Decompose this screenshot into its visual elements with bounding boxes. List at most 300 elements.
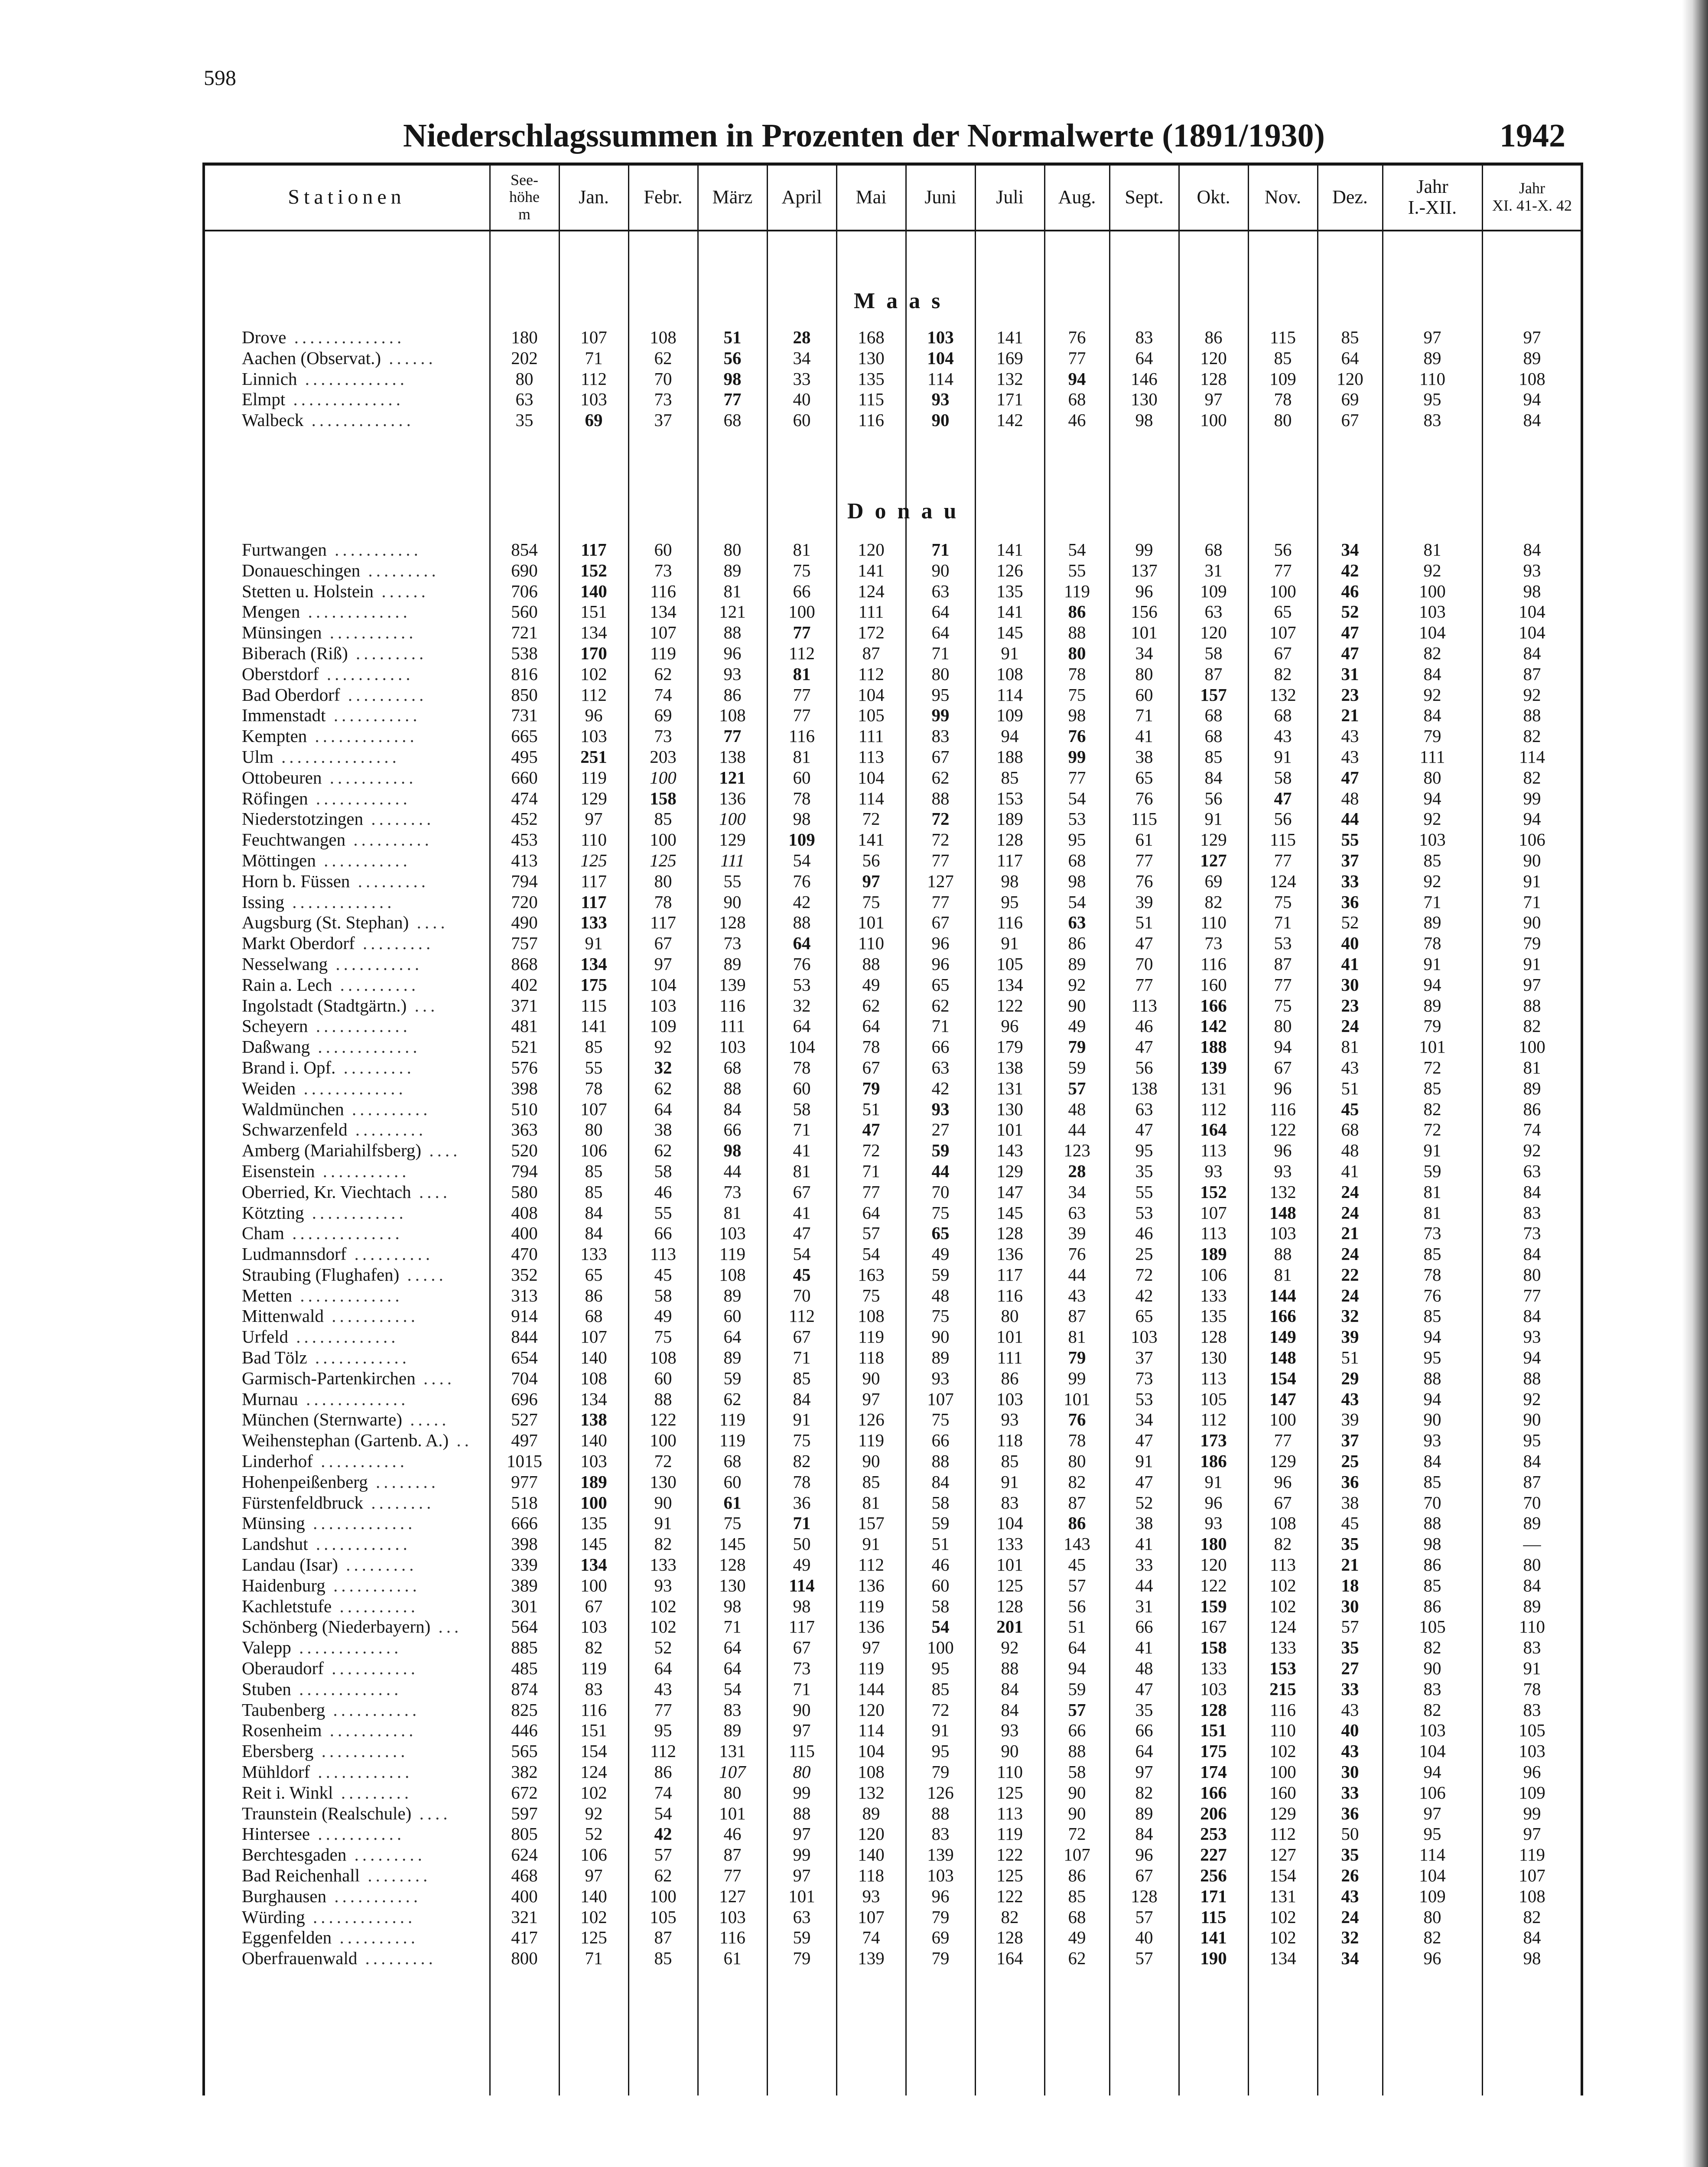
percent-value: 63 xyxy=(1068,912,1086,933)
percent-value: 89 xyxy=(1423,348,1441,368)
percent-value: 46 xyxy=(723,1824,742,1844)
station-name xyxy=(204,996,490,1016)
percent-value: 75 xyxy=(931,1202,950,1223)
percent-value: 90 xyxy=(931,410,950,430)
percent-value: 132 xyxy=(996,368,1023,389)
percent-value: 125 xyxy=(996,1865,1023,1885)
leader-dots: ............ xyxy=(310,1762,413,1782)
percent-value: 112 xyxy=(650,1741,676,1761)
percent-value: 129 xyxy=(1269,1803,1296,1823)
percent-value: 79 xyxy=(862,1078,880,1098)
station-name xyxy=(204,1099,490,1120)
percent-value: — xyxy=(1523,1534,1541,1554)
percent-value: 77 xyxy=(862,1181,880,1202)
percent-value: 134 xyxy=(580,1555,607,1575)
percent-value: 88 xyxy=(654,1389,672,1409)
percent-value: 122 xyxy=(996,1886,1023,1906)
percent-value: 107 xyxy=(1200,1202,1227,1223)
percent-value: 104 xyxy=(1419,622,1446,643)
station-name-text: Ottobeuren xyxy=(242,767,322,787)
percent-value: 63 xyxy=(931,581,950,601)
percent-value: 86 xyxy=(1068,933,1086,953)
table-row xyxy=(204,1762,1582,1783)
percent-value: 133 xyxy=(1200,1285,1227,1305)
percent-value: 82 xyxy=(1423,643,1441,663)
percent-value: 53 xyxy=(1135,1202,1153,1223)
percent-value: 59 xyxy=(1423,1161,1441,1181)
station-name xyxy=(204,933,490,954)
percent-value: 80 xyxy=(723,540,742,560)
percent-value: 154 xyxy=(1269,1368,1296,1388)
percent-value: 32 xyxy=(793,995,811,1015)
percent-value: 123 xyxy=(1064,1140,1090,1161)
percent-value: 172 xyxy=(858,622,885,643)
percent-value: 171 xyxy=(996,389,1023,410)
percent-value: 113 xyxy=(858,746,884,767)
percent-value: 129 xyxy=(719,830,746,850)
percent-value: 66 xyxy=(793,581,811,601)
percent-value: 76 xyxy=(1135,788,1153,808)
percent-value: 55 xyxy=(654,1202,672,1223)
percent-value: 119 xyxy=(858,1327,884,1347)
percent-value: 96 xyxy=(1274,1471,1292,1492)
percent-value: 114 xyxy=(858,1720,884,1741)
percent-value: 72 xyxy=(1423,1119,1441,1140)
station-name xyxy=(204,975,490,996)
percent-value: 90 xyxy=(1423,1409,1441,1430)
percent-value: 76 xyxy=(1068,1244,1086,1264)
percent-value: 106 xyxy=(1419,1782,1446,1803)
percent-value: 52 xyxy=(1341,912,1359,933)
percent-value: 84 xyxy=(1523,540,1541,560)
leader-dots: ........... xyxy=(325,705,421,726)
leader-dots: ........ xyxy=(363,809,435,829)
percent-value: 43 xyxy=(1341,1886,1359,1906)
percent-value: 106 xyxy=(580,1140,607,1161)
percent-value: 72 xyxy=(654,1451,672,1471)
percent-value: 88 xyxy=(931,1451,950,1471)
percent-value: 80 xyxy=(1423,1907,1441,1927)
leader-dots: .......... xyxy=(345,830,433,850)
station-name-text: Daßwang xyxy=(242,1037,310,1057)
station-height: 696 xyxy=(511,1389,538,1409)
percent-value: 90 xyxy=(1423,1658,1441,1679)
percent-value: 114 xyxy=(789,1575,815,1595)
percent-value: 88 xyxy=(1523,705,1541,726)
percent-value: 78 xyxy=(1274,389,1292,410)
percent-value: 75 xyxy=(931,1306,950,1326)
leader-dots: ......... xyxy=(338,1555,417,1575)
percent-value: 78 xyxy=(793,1057,811,1077)
table-row xyxy=(204,1741,1582,1762)
percent-value: 103 xyxy=(580,726,607,746)
table-row xyxy=(204,1203,1582,1223)
percent-value: 77 xyxy=(1068,348,1086,368)
station-name-text: Immenstadt xyxy=(242,705,326,726)
percent-value: 89 xyxy=(723,953,742,974)
table-row xyxy=(204,1865,1582,1886)
leader-dots: ............. xyxy=(300,602,411,622)
percent-value: 128 xyxy=(996,1596,1023,1616)
percent-value: 85 xyxy=(1204,746,1223,767)
percent-value: 96 xyxy=(1274,1140,1292,1161)
table-row xyxy=(204,1244,1582,1265)
percent-value: 68 xyxy=(1204,726,1223,746)
percent-value: 97 xyxy=(1523,974,1541,995)
percent-value: 93 xyxy=(1274,1161,1292,1181)
station-height: 660 xyxy=(511,767,538,787)
percent-value: 102 xyxy=(580,1782,607,1803)
percent-value: 91 xyxy=(1001,643,1019,663)
station-name-text: Oberaudorf xyxy=(242,1658,324,1679)
percent-value: 64 xyxy=(1135,1741,1153,1761)
percent-value: 164 xyxy=(996,1948,1023,1969)
leader-dots: ............. xyxy=(305,1513,416,1533)
percent-value: 41 xyxy=(1341,953,1359,974)
station-name-text: Kötzting xyxy=(242,1202,304,1223)
percent-value: 93 xyxy=(1001,1720,1019,1741)
percent-value: 86 xyxy=(1068,1865,1086,1885)
percent-value: 89 xyxy=(1068,953,1086,974)
percent-value: 51 xyxy=(723,327,742,347)
station-name xyxy=(204,1617,490,1637)
percent-value: 76 xyxy=(1423,1285,1441,1305)
percent-value: 98 xyxy=(1135,410,1153,430)
percent-value: 60 xyxy=(654,540,672,560)
percent-value: 91 xyxy=(585,933,603,953)
table-row xyxy=(204,1037,1582,1057)
percent-value: 149 xyxy=(1269,1327,1296,1347)
station-name-text: Murnau xyxy=(242,1389,298,1409)
leader-dots: .... xyxy=(411,1181,451,1202)
percent-value: 113 xyxy=(1200,1223,1227,1243)
percent-value: 51 xyxy=(931,1534,950,1554)
percent-value: 79 xyxy=(793,1948,811,1969)
percent-value: 87 xyxy=(862,643,880,663)
percent-value: 108 xyxy=(858,1762,885,1782)
station-name-text: Elmpt xyxy=(242,389,286,410)
percent-value: 82 xyxy=(1001,1907,1019,1927)
table-row xyxy=(204,1720,1582,1741)
station-height: 497 xyxy=(511,1430,538,1451)
percent-value: 125 xyxy=(580,1927,607,1948)
percent-value: 109 xyxy=(1200,581,1227,601)
percent-value: 105 xyxy=(858,705,885,726)
percent-value: 94 xyxy=(1068,368,1086,389)
station-name-text: Markt Oberdorf xyxy=(242,933,355,953)
percent-value: 113 xyxy=(1200,1140,1227,1161)
percent-value: 106 xyxy=(1200,1264,1227,1285)
percent-value: 62 xyxy=(931,767,950,787)
percent-value: 113 xyxy=(997,1803,1023,1823)
percent-value: 79 xyxy=(1068,1037,1086,1057)
station-height: 485 xyxy=(511,1658,538,1679)
table-row xyxy=(204,1513,1582,1534)
percent-value: 62 xyxy=(654,1140,672,1161)
percent-value: 56 xyxy=(862,850,880,870)
percent-value: 73 xyxy=(654,726,672,746)
percent-value: 97 xyxy=(585,1865,603,1885)
percent-value: 48 xyxy=(1341,1140,1359,1161)
percent-value: 76 xyxy=(1068,1409,1086,1430)
percent-value: 107 xyxy=(1064,1845,1090,1865)
table-row xyxy=(204,850,1582,871)
percent-value: 39 xyxy=(1135,892,1153,912)
station-name-text: Oberfrauenwald xyxy=(242,1948,358,1969)
percent-value: 71 xyxy=(1274,912,1292,933)
percent-value: 93 xyxy=(1204,1513,1223,1533)
percent-value: 89 xyxy=(1423,995,1441,1015)
percent-value: 103 xyxy=(1200,1679,1227,1699)
table-row xyxy=(204,1182,1582,1203)
table-row xyxy=(204,1430,1582,1451)
percent-value: 38 xyxy=(1341,1492,1359,1513)
percent-value: 44 xyxy=(1068,1119,1086,1140)
station-height: 672 xyxy=(511,1782,538,1803)
percent-value: 145 xyxy=(580,1534,607,1554)
percent-value: 91 xyxy=(793,1409,811,1430)
percent-value: 85 xyxy=(585,1161,603,1181)
percent-value: 63 xyxy=(1523,1161,1541,1181)
percent-value: 102 xyxy=(1269,1741,1296,1761)
percent-value: 34 xyxy=(793,348,811,368)
percent-value: 101 xyxy=(858,912,885,933)
percent-value: 33 xyxy=(1341,871,1359,891)
percent-value: 68 xyxy=(1274,705,1292,726)
percent-value: 78 xyxy=(793,1471,811,1492)
percent-value: 47 xyxy=(1274,788,1292,808)
station-name-text: Stetten u. Holstein xyxy=(242,581,374,601)
percent-value: 89 xyxy=(1523,348,1541,368)
station-name xyxy=(204,726,490,747)
percent-value: 58 xyxy=(654,1285,672,1305)
percent-value: 64 xyxy=(1341,348,1359,368)
percent-value: 90 xyxy=(1068,995,1086,1015)
table-row xyxy=(204,1140,1582,1161)
percent-value: 57 xyxy=(1068,1078,1086,1098)
percent-value: 70 xyxy=(654,368,672,389)
percent-value: 98 xyxy=(723,1596,742,1616)
percent-value: 80 xyxy=(1135,664,1153,684)
leader-dots: ......... xyxy=(350,871,429,891)
percent-value: 140 xyxy=(580,1347,607,1368)
percent-value: 23 xyxy=(1341,995,1359,1015)
percent-value: 34 xyxy=(1135,643,1153,663)
percent-value: 109 xyxy=(1519,1782,1545,1803)
percent-value: 109 xyxy=(650,1016,677,1036)
percent-value: 117 xyxy=(581,540,607,560)
station-name xyxy=(204,1161,490,1182)
table-row xyxy=(204,1637,1582,1658)
percent-value: 107 xyxy=(580,327,607,347)
station-height: 914 xyxy=(511,1306,538,1326)
percent-value: 97 xyxy=(793,1720,811,1741)
station-height: 576 xyxy=(511,1057,538,1077)
table-row xyxy=(204,871,1582,892)
percent-value: 89 xyxy=(1523,1078,1541,1098)
percent-value: 105 xyxy=(996,953,1023,974)
percent-value: 44 xyxy=(1341,809,1359,829)
percent-value: 151 xyxy=(580,1720,607,1741)
station-name-text: Eisenstein xyxy=(242,1161,315,1181)
percent-value: 58 xyxy=(931,1492,950,1513)
percent-value: 64 xyxy=(723,1327,742,1347)
station-height: 666 xyxy=(511,1513,538,1533)
percent-value: 85 xyxy=(1423,1078,1441,1098)
percent-value: 98 xyxy=(793,809,811,829)
percent-value: 112 xyxy=(1200,1409,1227,1430)
percent-value: 78 xyxy=(585,1078,603,1098)
percent-value: 97 xyxy=(1204,389,1223,410)
station-name-text: Biberach (Riß) xyxy=(242,643,348,663)
percent-value: 114 xyxy=(1519,746,1545,767)
percent-value: 87 xyxy=(1068,1492,1086,1513)
percent-value: 81 xyxy=(723,1202,742,1223)
percent-value: 91 xyxy=(862,1534,880,1554)
percent-value: 89 xyxy=(1523,1513,1541,1533)
station-name-text: Linnich xyxy=(242,368,297,389)
percent-value: 120 xyxy=(858,540,885,560)
station-name-text: Ludmannsdorf xyxy=(242,1244,347,1264)
station-height: 731 xyxy=(511,705,538,726)
percent-value: 53 xyxy=(1068,809,1086,829)
table-row xyxy=(204,933,1582,954)
percent-value: 64 xyxy=(862,1016,880,1036)
station-height: 538 xyxy=(511,643,538,663)
station-name-text: Walbeck xyxy=(242,410,304,430)
percent-value: 60 xyxy=(793,1078,811,1098)
station-name xyxy=(204,1555,490,1575)
percent-value: 125 xyxy=(580,850,607,870)
percent-value: 60 xyxy=(1135,684,1153,705)
percent-value: 46 xyxy=(1135,1016,1153,1036)
station-name xyxy=(204,327,490,348)
header-nov: Nov. xyxy=(1265,186,1301,208)
leader-dots: ........... xyxy=(315,1161,410,1181)
table-row xyxy=(204,348,1582,369)
station-height: 844 xyxy=(511,1327,538,1347)
station-height: 624 xyxy=(511,1845,538,1865)
percent-value: 94 xyxy=(1523,389,1541,410)
percent-value: 138 xyxy=(1131,1078,1158,1098)
percent-value: 71 xyxy=(862,1161,880,1181)
percent-value: 146 xyxy=(1131,368,1158,389)
station-height: 1015 xyxy=(507,1451,542,1471)
percent-value: 80 xyxy=(793,1762,811,1782)
percent-value: 41 xyxy=(793,1140,811,1161)
percent-value: 91 xyxy=(1523,871,1541,891)
percent-value: 110 xyxy=(858,933,884,953)
leader-dots: .......... xyxy=(332,1596,419,1616)
percent-value: 83 xyxy=(931,726,950,746)
percent-value: 71 xyxy=(1135,705,1153,726)
percent-value: 74 xyxy=(654,684,672,705)
percent-value: 100 xyxy=(1200,410,1227,430)
station-name xyxy=(204,768,490,788)
percent-value: 91 xyxy=(1204,1471,1223,1492)
percent-value: 78 xyxy=(1523,1679,1541,1699)
station-height: 389 xyxy=(511,1575,538,1595)
station-name-text: Fürstenfeldbruck xyxy=(242,1492,364,1513)
percent-value: 102 xyxy=(650,1617,677,1637)
station-name-text: Aachen (Observat.) xyxy=(242,348,381,368)
percent-value: 115 xyxy=(581,995,607,1015)
table-row xyxy=(204,389,1582,410)
percent-value: 151 xyxy=(1200,1720,1227,1741)
percent-value: 41 xyxy=(1135,1534,1153,1554)
percent-value: 44 xyxy=(1068,1264,1086,1285)
percent-value: 158 xyxy=(650,788,677,808)
station-name xyxy=(204,871,490,892)
percent-value: 89 xyxy=(1135,1803,1153,1823)
station-name-text: Valepp xyxy=(242,1637,291,1658)
leader-dots: ...... xyxy=(374,581,429,601)
percent-value: 136 xyxy=(858,1617,885,1637)
percent-value: 24 xyxy=(1341,1202,1359,1223)
percent-value: 18 xyxy=(1341,1575,1359,1595)
percent-value: 180 xyxy=(1200,1534,1227,1554)
percent-value: 62 xyxy=(654,1078,672,1098)
station-name-text: Stuben xyxy=(242,1679,291,1699)
percent-value: 48 xyxy=(1068,1099,1086,1119)
percent-value: 95 xyxy=(931,1658,950,1679)
percent-value: 144 xyxy=(858,1679,885,1699)
percent-value: 97 xyxy=(862,1389,880,1409)
percent-value: 152 xyxy=(1200,1181,1227,1202)
station-name xyxy=(204,809,490,830)
percent-value: 148 xyxy=(1269,1202,1296,1223)
station-name xyxy=(204,1430,490,1451)
percent-value: 59 xyxy=(1068,1057,1086,1077)
station-name-text: Schönberg (Niederbayern) xyxy=(242,1617,431,1637)
percent-value: 40 xyxy=(793,389,811,410)
percent-value: 101 xyxy=(788,1886,815,1906)
percent-value: 85 xyxy=(654,1948,672,1969)
percent-value: 103 xyxy=(1419,830,1446,850)
station-height: 400 xyxy=(511,1223,538,1243)
percent-value: 77 xyxy=(1274,560,1292,580)
percent-value: 94 xyxy=(1423,1327,1441,1347)
percent-value: 76 xyxy=(793,953,811,974)
station-name xyxy=(204,643,490,664)
table-row xyxy=(204,788,1582,809)
percent-value: 69 xyxy=(931,1927,950,1948)
percent-value: 106 xyxy=(1519,830,1545,850)
percent-value: 90 xyxy=(1001,1741,1019,1761)
table-row xyxy=(204,1306,1582,1327)
percent-value: 36 xyxy=(1341,1471,1359,1492)
percent-value: 103 xyxy=(1519,1741,1545,1761)
percent-value: 82 xyxy=(1423,1099,1441,1119)
percent-value: 42 xyxy=(654,1824,672,1844)
station-name-text: Traunstein (Realschule) xyxy=(242,1803,412,1823)
percent-value: 84 xyxy=(585,1202,603,1223)
percent-value: 93 xyxy=(931,389,950,410)
percent-value: 59 xyxy=(931,1513,950,1533)
station-name-text: Urfeld xyxy=(242,1327,289,1347)
percent-value: 134 xyxy=(580,1389,607,1409)
percent-value: 80 xyxy=(931,664,950,684)
percent-value: 83 xyxy=(1001,1492,1019,1513)
percent-value: 55 xyxy=(1135,1181,1153,1202)
station-name-text: Hohenpeißenberg xyxy=(242,1471,368,1492)
header-bottom-rule xyxy=(204,230,1582,231)
percent-value: 77 xyxy=(1274,1430,1292,1451)
station-height: 885 xyxy=(511,1637,538,1658)
percent-value: 92 xyxy=(1523,1140,1541,1161)
percent-value: 83 xyxy=(723,1699,742,1720)
percent-value: 201 xyxy=(996,1617,1023,1637)
